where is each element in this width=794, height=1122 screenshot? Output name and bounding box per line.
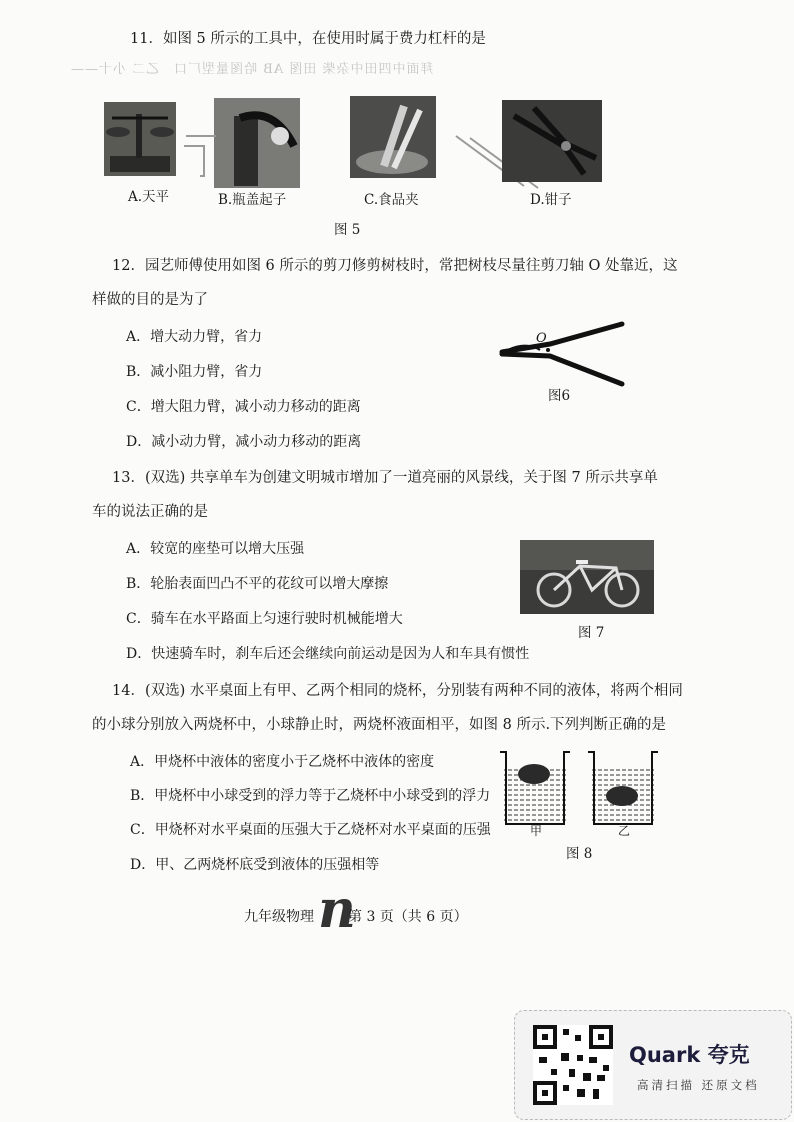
figure-6-scissors bbox=[494, 314, 634, 388]
quark-brand: Quark 夸克 bbox=[629, 1043, 750, 1067]
q14-option-b: B．甲烧杯中小球受到的浮力等于乙烧杯中小球受到的浮力 bbox=[130, 788, 491, 804]
bottle-opener-photo bbox=[214, 98, 300, 188]
q11-label-b: B.瓶盖起子 bbox=[218, 192, 287, 208]
quark-slogan: 高清扫描 还原文档 bbox=[637, 1078, 760, 1092]
q13-option-d: D．快速骑车时，刹车后还会继续向前运动是因为人和车具有惯性 bbox=[126, 646, 530, 662]
q11-label-c: C.食品夹 bbox=[364, 192, 419, 208]
figure-8-beakers bbox=[496, 748, 666, 828]
q12-option-c: C．增大阻力臂，减小动力移动的距离 bbox=[126, 399, 361, 415]
scissors-axis-label: O bbox=[536, 331, 547, 346]
q13-option-a: A．较宽的座垫可以增大压强 bbox=[126, 541, 305, 557]
q13-option-b: B．轮胎表面凹凸不平的花纹可以增大摩擦 bbox=[126, 576, 389, 592]
q14-stem-line1: 14．(双选) 水平桌面上有甲、乙两个相同的烧杯，分别装有两种不同的液体，将两个相同 bbox=[112, 683, 683, 699]
footer-page-number: 第 3 页（共 6 页） bbox=[348, 909, 468, 925]
q12-stem-line1: 12．园艺师傅使用如图 6 所示的剪刀修剪树枝时，常把树枝尽量往剪刀轴 O 处靠近，这 bbox=[112, 258, 678, 274]
q11-label-a: A.天平 bbox=[128, 189, 170, 205]
q12-option-b: B．减小阻力臂，省力 bbox=[126, 364, 263, 380]
figure-8-caption: 图 8 bbox=[566, 846, 593, 862]
beaker-label-yi: 乙 bbox=[618, 824, 631, 838]
qr-code-icon bbox=[533, 1025, 613, 1105]
q12-option-d: D．减小动力臂，减小动力移动的距离 bbox=[126, 434, 362, 450]
balance-photo bbox=[104, 102, 176, 176]
q14-option-a: A．甲烧杯中液体的密度小于乙烧杯中液体的密度 bbox=[130, 754, 435, 770]
bleed-through-text: 拜面中四田中杂柴 田图 AB 哈图量型厂口 乙二 小十—— bbox=[70, 62, 434, 77]
q11-stem: 11．如图 5 所示的工具中，在使用时属于费力杠杆的是 bbox=[130, 31, 486, 47]
handwritten-mark: n bbox=[318, 879, 356, 940]
q12-option-a: A．增大动力臂，省力 bbox=[126, 329, 263, 345]
q12-stem-line2: 样做的目的是为了 bbox=[92, 292, 208, 308]
figure-6-caption: 图6 bbox=[548, 388, 571, 404]
q13-option-c: C．骑车在水平路面上匀速行驶时机械能增大 bbox=[126, 611, 403, 627]
q14-option-d: D．甲、乙两烧杯底受到液体的压强相等 bbox=[130, 857, 380, 873]
food-tongs-photo bbox=[350, 96, 436, 178]
q13-stem-line2: 车的说法正确的是 bbox=[92, 504, 208, 520]
q14-option-c: C．甲烧杯对水平桌面的压强大于乙烧杯对水平桌面的压强 bbox=[130, 822, 491, 838]
q13-stem-line1: 13．(双选) 共享单车为创建文明城市增加了一道亮丽的风景线，关于图 7 所示共享单 bbox=[112, 470, 658, 486]
quark-watermark bbox=[514, 1010, 792, 1120]
q14-stem-line2: 的小球分别放入两烧杯中，小球静止时，两烧杯液面相平，如图 8 所示.下列判断正确的是 bbox=[92, 717, 667, 733]
footer-subject: 九年级物理 bbox=[244, 909, 314, 925]
figure-5-caption: 图 5 bbox=[334, 222, 361, 238]
figure-7-bicycle-photo bbox=[520, 540, 654, 614]
beaker-label-jia: 甲 bbox=[530, 824, 543, 838]
beaker-yi bbox=[588, 752, 658, 824]
figure-7-caption: 图 7 bbox=[578, 625, 605, 641]
q11-label-d: D.钳子 bbox=[530, 192, 572, 208]
beaker-jia bbox=[500, 752, 570, 824]
pliers-photo bbox=[502, 100, 602, 182]
